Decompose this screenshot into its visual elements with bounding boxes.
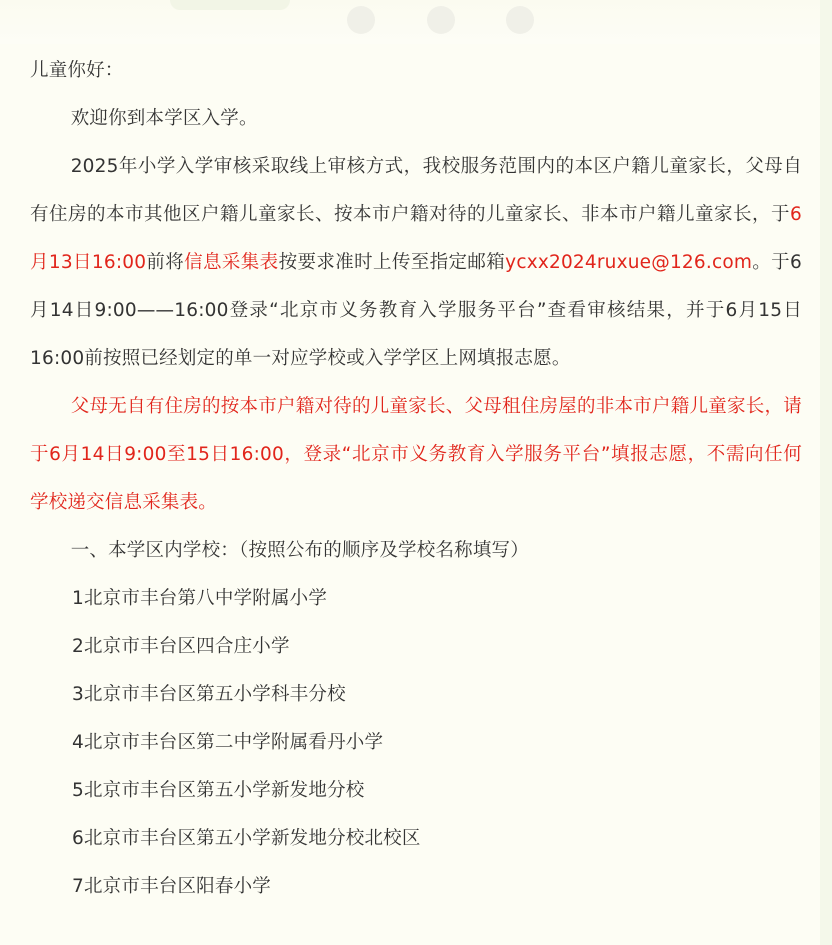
school-list-item: 5北京市丰台区第五小学新发地分校 (72, 780, 365, 801)
decorative-circle (506, 6, 534, 34)
paragraph-text: 2025年小学入学审核采取线上审核方式，我校服务范围内的本区户籍儿童家长，父母自有住房的本市其他区户籍儿童家长、按本市户籍对待的儿童家长、非本市户籍儿童家长，于 (30, 156, 802, 225)
decorative-curve (170, 0, 290, 10)
email-address[interactable]: ycxx2024ruxue@126.com (505, 252, 753, 273)
school-list-item: 3北京市丰台区第五小学科丰分校 (72, 684, 346, 705)
page-edge-strip (820, 0, 832, 945)
school-list-item: 1北京市丰台第八中学附属小学 (72, 588, 328, 609)
school-list-item: 2北京市丰台区四合庄小学 (72, 636, 290, 657)
article-body (30, 47, 802, 911)
welcome-text: 欢迎你到本学区入学。 (70, 108, 258, 129)
decorative-circle (347, 6, 375, 34)
decorative-circle (427, 6, 455, 34)
notice-paragraph: 父母无自有住房的按本市户籍对待的儿童家长、父母租住房屋的非本市户籍儿童家长，请于6月14日9:00至15日16:00，登录“北京市义务教育入学服务平台”填报志愿，不需向任何学校递交信息采集表。 (30, 396, 802, 513)
header-decoration (0, 0, 832, 44)
section-heading: 一、本学区内学校：（按照公布的顺序及学校名称填写） (70, 540, 529, 561)
paragraph-text: 前将 (146, 252, 185, 273)
paragraph-text: 。于6月14日9:00——16:00登录“北京市义务教育入学服务平台”查看审核结果，并于6月15日16:00前按照已经划定的单一对应学校或入学学区上网填报志愿。 (30, 252, 802, 369)
form-highlight: 信息采集表 (184, 252, 279, 273)
greeting: 儿童你好： (30, 60, 124, 81)
school-list-item: 7北京市丰台区阳春小学 (72, 876, 271, 897)
deadline-highlight: 6月13日16:00 (30, 204, 802, 273)
school-list-item: 4北京市丰台区第二中学附属看丹小学 (72, 732, 384, 753)
paragraph-text: 按要求准时上传至指定邮箱 (278, 252, 506, 273)
school-list-item: 6北京市丰台区第五小学新发地分校北校区 (72, 828, 421, 849)
admission-paragraph (30, 143, 802, 383)
